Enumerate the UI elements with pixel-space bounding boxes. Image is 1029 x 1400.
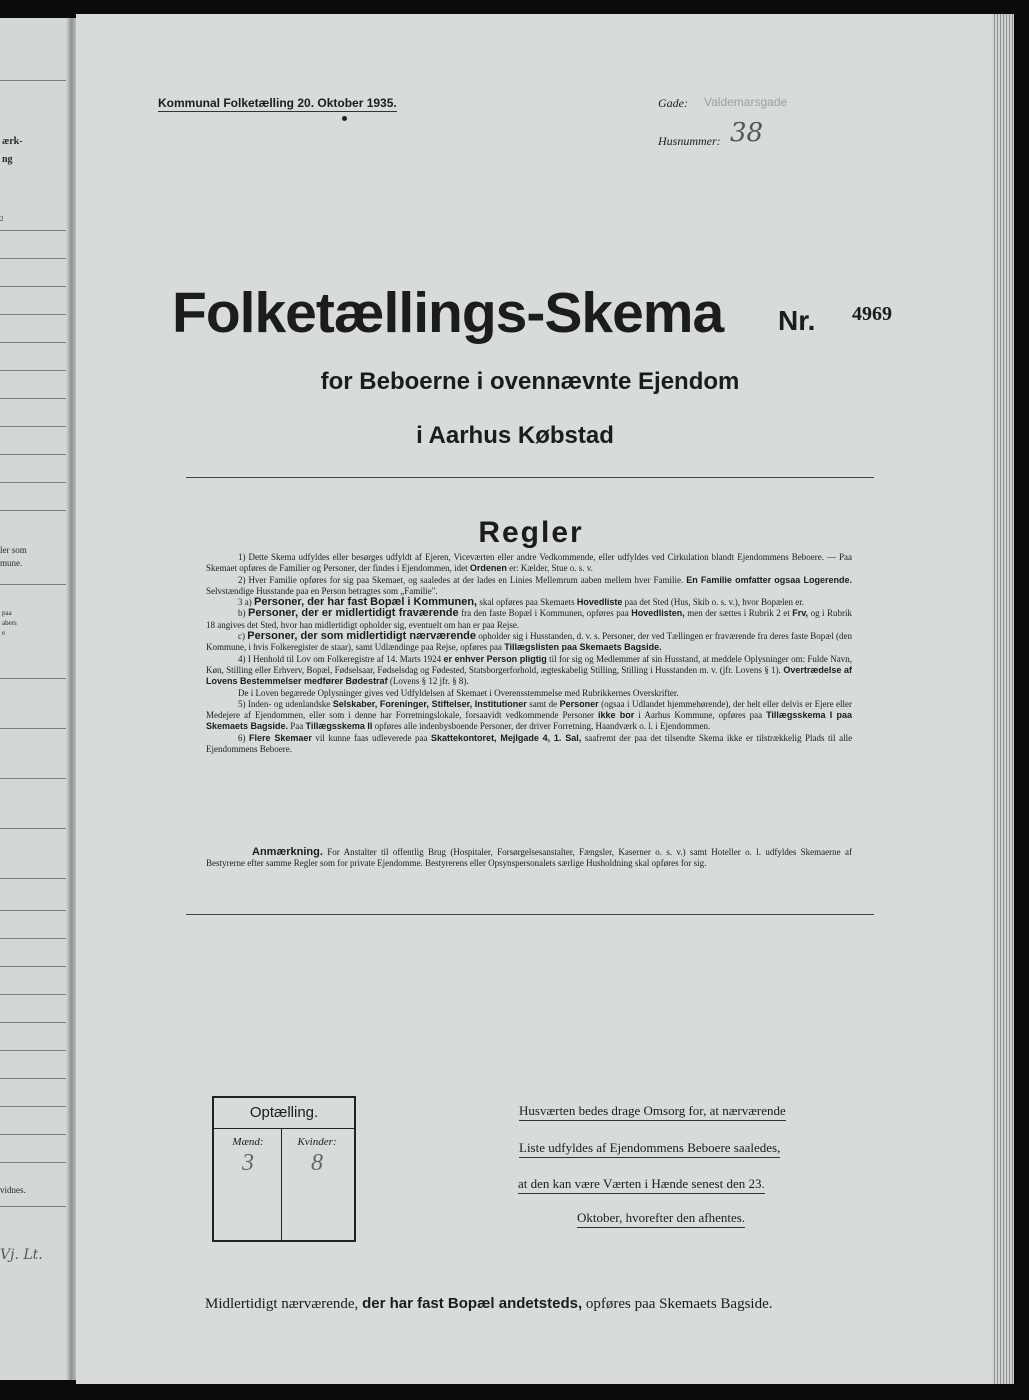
left-page-rule — [0, 1022, 72, 1023]
left-page-rule — [0, 1206, 72, 1207]
left-page-rule — [0, 910, 72, 911]
left-page-rule — [0, 482, 72, 483]
rule-5: 5) Inden- og udenlandske Selskaber, Foreninger, Stiftelser, Institutioner samt de Personer (ogsaa i Udlandet hjemmehørende), der helt eller delvis er Ejere eller Medejere af Ejendommen, eller som i denne har Forretningslokale, forsaavidt vedkommende Personer ikke bor i Aarhus Kommune, opføres paa Tillægsskema I paa Skemaets Bagside. Paa Tillægsskema II opføres alle indenbysboende Personer, der driver Forretning, Haandværk o. l. i Ejendommen. — [206, 698, 853, 732]
left-page-rule — [0, 258, 72, 259]
notice-line: at den kan være Værten i Hænde senest den 23. — [518, 1176, 765, 1194]
rule-4b: De i Loven begærede Oplysninger gives ved Udfyldelsen af Skemaet i Overensstemmelse med Rubrikkernes Overskrifter. — [238, 687, 679, 698]
street-value: Valdemarsgade — [704, 95, 788, 109]
women-label: Kvinder: — [297, 1136, 337, 1148]
remark-label: Anmærkning. — [252, 846, 323, 858]
left-page-fragment: ærk- — [2, 136, 23, 147]
left-page-fragment: ler som — [0, 545, 27, 555]
form-title: Folketællings-Skema — [172, 281, 724, 345]
men-label: Mænd: — [232, 1136, 264, 1148]
street-label: Gade: — [658, 96, 688, 110]
men-count: 3 — [242, 1150, 254, 1176]
notice-line: Oktober, hvorefter den afhentes. — [577, 1210, 745, 1228]
left-page-rule — [0, 314, 72, 315]
left-page-rule — [0, 342, 72, 343]
left-page-rule — [0, 454, 72, 455]
remark-text: For Anstalter til offentlig Brug (Hospitaler, Forsørgelsesanstalter, Fængsler, Kaserner o. s. v.) samt Hoteller o. l. udfyldes Skemaerne af Bestyrerne efter samme Regler som for private Ejendomme. Bestyrerens eller Opsynspersonalets særlige Husholdning skal opføres for sig. — [206, 847, 853, 869]
rule-6: 6) Flere Skemaer vil kunne faas udleverede paa Skattekontoret, Mejlgade 4, 1. Sal, saafremt der paa det tilsendte Skema ikke er tilstrækkelig Plads til alle Ejendommens Beboere. — [206, 732, 853, 755]
left-page-rule — [0, 728, 72, 729]
left-page-rule — [0, 510, 72, 511]
left-page-rule — [0, 1078, 72, 1079]
left-page-rule — [0, 878, 72, 879]
left-page-rule — [0, 398, 72, 399]
left-page-rule — [0, 778, 72, 779]
left-page-rule — [0, 1162, 72, 1163]
left-page-rule — [0, 678, 72, 679]
census-header: Kommunal Folketælling 20. Oktober 1935. — [158, 96, 397, 110]
left-page-fragment: paa — [2, 609, 12, 617]
left-page-rule — [0, 286, 72, 287]
rule-1: 1) Dette Skema udfyldes eller besørges udfyldt af Ejeren, Viceværten eller andre Vedkommende, eller udfyldes ved Cirkulation blandt Ejendommens Beboere. — Paa Skemaet opføres de Familier og Personer, der findes i Ejendommen, idet Ordenen er: Kælder, Stue o. s. v. — [206, 552, 852, 574]
left-page-fragment: abers — [2, 619, 17, 627]
house-number-value: 38 — [730, 118, 764, 148]
ink-dot — [342, 116, 347, 121]
left-page-rule — [0, 1050, 72, 1051]
rule-3a: 3 a) Personer, der har fast Bopæl i Kommunen, skal opføres paa Skemaets Hovedliste paa det Sted (Hus, Skib o. s. v.), hvor Bopælen er. — [238, 596, 805, 609]
form-number-label: Nr. — [778, 305, 816, 336]
form-number-value: 4969 — [852, 303, 892, 325]
count-box — [212, 1096, 356, 1242]
house-number-label: Husnummer: — [658, 134, 721, 148]
left-page-strip — [0, 18, 74, 1380]
rule-4: 4) I Henhold til Lov om Folkeregistre af 14. Marts 1924 er enhver Person pligtig til for sig og Medlemmer af sin Husstand, at meddele Oplysninger om: Fulde Navn, Køn, Stilling eller Erhverv, Bopæl, Fødselsaar, Fødselsdag og Fødested, Statsborgerforhold, ægteskabelig Stilling, Stilling i Husstanden m. v. (jfr. Lovens § 1). Overtrædelse af Lovens Bestemmelser medfører Bødestraf (Lovens § 12 jfr. § 8). — [206, 653, 853, 687]
rule-3b: b) Personer, der er midlertidigt fraværende fra den faste Bopæl i Kommunen, opføres paa Hovedlisten, men der sættes i Rubrik 2 et Frv, og i Rubrik 18 angives det Sted, hvor han midlertidigt opholder sig, eventuelt om han er paa Rejse. — [206, 607, 853, 630]
women-count: 8 — [311, 1150, 323, 1176]
count-box-divider — [281, 1128, 282, 1240]
left-page-fragment: e — [2, 629, 6, 637]
left-page-rule — [0, 966, 72, 967]
notice-line: Husværten bedes drage Omsorg for, at nærværende — [519, 1103, 786, 1121]
rules-body — [206, 552, 852, 755]
count-box-title: Optælling. — [249, 1104, 319, 1121]
left-page-rule — [0, 994, 72, 995]
left-page-rule — [0, 828, 72, 829]
divider — [186, 477, 874, 478]
form-location: i Aarhus Købstad — [416, 422, 614, 449]
rule-3c: c) Personer, der som midlertidigt nærværende opholder sig i Husstanden, d. v. s. Personer, der ved Tællingen er fraværende fra deres faste Bopæl (den Kommune, i hvis Folkeregister de staar), samt Udlændinge paa Rejse, opføres paa Tillægslisten paa Skemaets Bagside. — [206, 630, 853, 653]
left-page-fragment: vidnes. — [0, 1185, 26, 1195]
count-box-divider — [214, 1128, 354, 1129]
left-page-rule — [0, 1134, 72, 1135]
page-edges — [992, 14, 1014, 1384]
remark — [206, 847, 852, 870]
notice-line: Liste udfyldes af Ejendommens Beboere saaledes, — [519, 1140, 780, 1158]
left-page-fragment: 2 — [0, 215, 4, 223]
left-page-rule — [0, 230, 72, 231]
left-page-rule — [0, 80, 72, 81]
left-page-rule — [0, 1106, 72, 1107]
left-page-rule — [0, 584, 72, 585]
rule-2: 2) Hver Familie opføres for sig paa Skemaet, og saaledes at der lades en Linies Mellemrum aaben mellem hver Familie. En Familie omfatter ogsaa Logerende. Selvstændige Husstande paa en Person betragtes som „Familie". — [206, 574, 852, 596]
left-page-rule — [0, 938, 72, 939]
divider — [186, 914, 874, 915]
left-page-fragment: ng — [2, 154, 13, 165]
rules-heading: Regler — [478, 516, 584, 549]
left-page-handwriting: Vj. Lt. — [0, 1247, 43, 1263]
form-subtitle: for Beboerne i ovennævnte Ejendom — [320, 368, 740, 395]
left-page-fragment: mune. — [0, 558, 23, 568]
footer-note: Midlertidigt nærværende, der har fast Bopæl andetsteds, opføres paa Skemaets Bagside. — [205, 1295, 773, 1312]
